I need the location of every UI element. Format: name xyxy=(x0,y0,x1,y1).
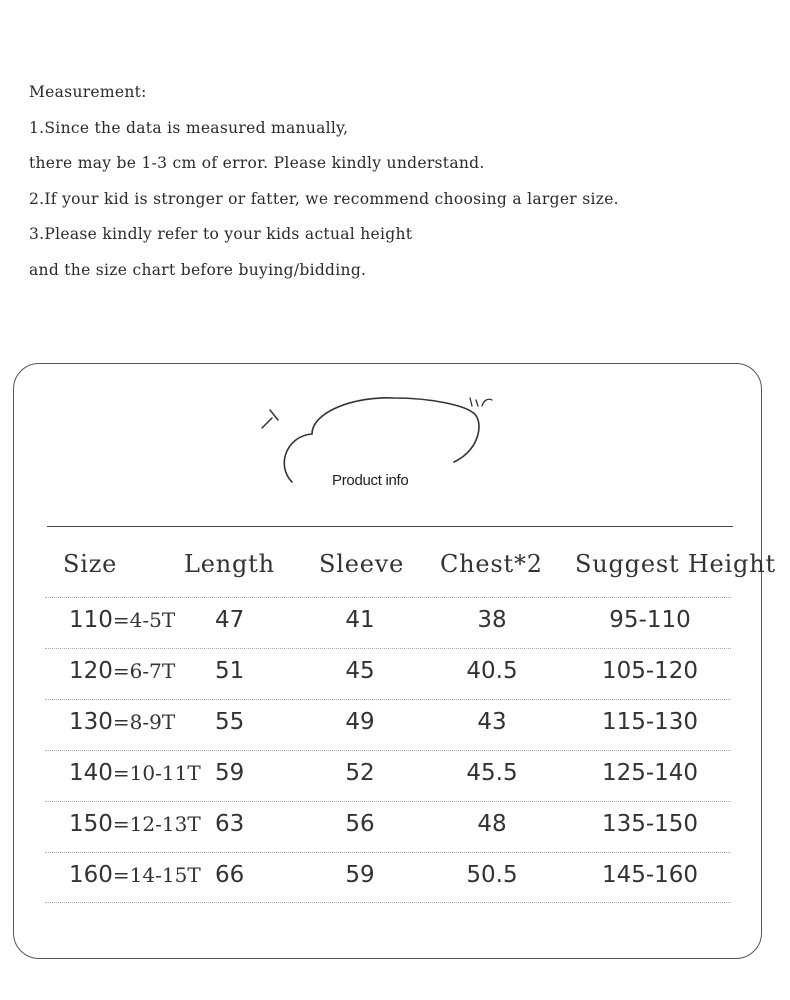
cell-height: 95-110 xyxy=(609,607,691,633)
cell-chest: 38 xyxy=(477,607,507,633)
table-row xyxy=(14,801,763,852)
cell-size: 120 xyxy=(69,658,113,684)
cell-age: =6-7T xyxy=(112,659,176,683)
table-row xyxy=(14,648,763,699)
cell-sleeve: 45 xyxy=(345,658,375,684)
cell-sleeve: 41 xyxy=(345,607,375,633)
header-length: Length xyxy=(184,550,275,578)
cell-chest: 50.5 xyxy=(466,862,518,888)
cell-sleeve: 52 xyxy=(345,760,375,786)
cell-height: 135-150 xyxy=(601,811,699,837)
cell-age: =14-15T xyxy=(112,863,201,887)
measurement-notes xyxy=(29,80,779,293)
notes-line: 3.Please kindly refer to your kids actual height xyxy=(29,225,413,243)
header-size: Size xyxy=(63,550,118,578)
notes-line: 2.If your kid is stronger or fatter, we recommend choosing a larger size. xyxy=(29,189,619,208)
cell-size: 160 xyxy=(69,862,113,888)
cell-age: =4-5T xyxy=(112,608,176,632)
cell-chest: 48 xyxy=(477,811,507,837)
header-suggest-height: Suggest Height xyxy=(575,550,776,578)
table-row xyxy=(14,852,763,903)
cell-length: 47 xyxy=(215,607,245,633)
cell-size: 140 xyxy=(69,760,113,786)
cell-chest: 45.5 xyxy=(466,760,518,786)
table-header-row xyxy=(14,544,774,584)
cell-height: 125-140 xyxy=(601,760,699,786)
cell-sleeve: 59 xyxy=(345,862,375,888)
cell-age: =12-13T xyxy=(112,812,201,836)
header-sleeve: Sleeve xyxy=(319,550,405,578)
table-row xyxy=(14,750,763,801)
cell-chest: 43 xyxy=(477,709,507,735)
header-chest: Chest*2 xyxy=(440,550,543,578)
cell-sleeve: 56 xyxy=(345,811,375,837)
cell-size: 150 xyxy=(69,811,113,837)
notes-line: 1.Since the data is measured manually, xyxy=(29,118,349,137)
cell-chest: 40.5 xyxy=(466,658,518,684)
cell-sleeve: 49 xyxy=(345,709,375,735)
cell-length: 59 xyxy=(215,760,245,786)
size-chart-card xyxy=(13,363,776,959)
cell-height: 105-120 xyxy=(601,658,699,684)
product-info-title: Product info xyxy=(332,472,409,489)
cloud-icon xyxy=(14,364,763,524)
cell-size: 130 xyxy=(69,709,113,735)
notes-heading: Measurement: xyxy=(29,83,147,101)
sparkle-icon xyxy=(470,398,492,406)
cell-size: 110 xyxy=(69,607,113,633)
sparkle-icon xyxy=(262,410,278,428)
cell-age: =8-9T xyxy=(112,710,176,734)
cell-length: 66 xyxy=(215,862,245,888)
table-row xyxy=(14,699,763,750)
cell-length: 63 xyxy=(215,811,245,837)
notes-line: and the size chart before buying/bidding. xyxy=(29,260,367,279)
cell-length: 55 xyxy=(215,709,245,735)
cell-height: 145-160 xyxy=(601,862,699,888)
notes-line: there may be 1-3 cm of error. Please kindly understand. xyxy=(29,154,485,172)
table-row xyxy=(14,597,763,648)
cell-height: 115-130 xyxy=(601,709,699,735)
cell-age: =10-11T xyxy=(112,761,201,785)
row-divider xyxy=(45,902,731,903)
cell-length: 51 xyxy=(215,658,245,684)
table-top-rule xyxy=(47,526,733,527)
